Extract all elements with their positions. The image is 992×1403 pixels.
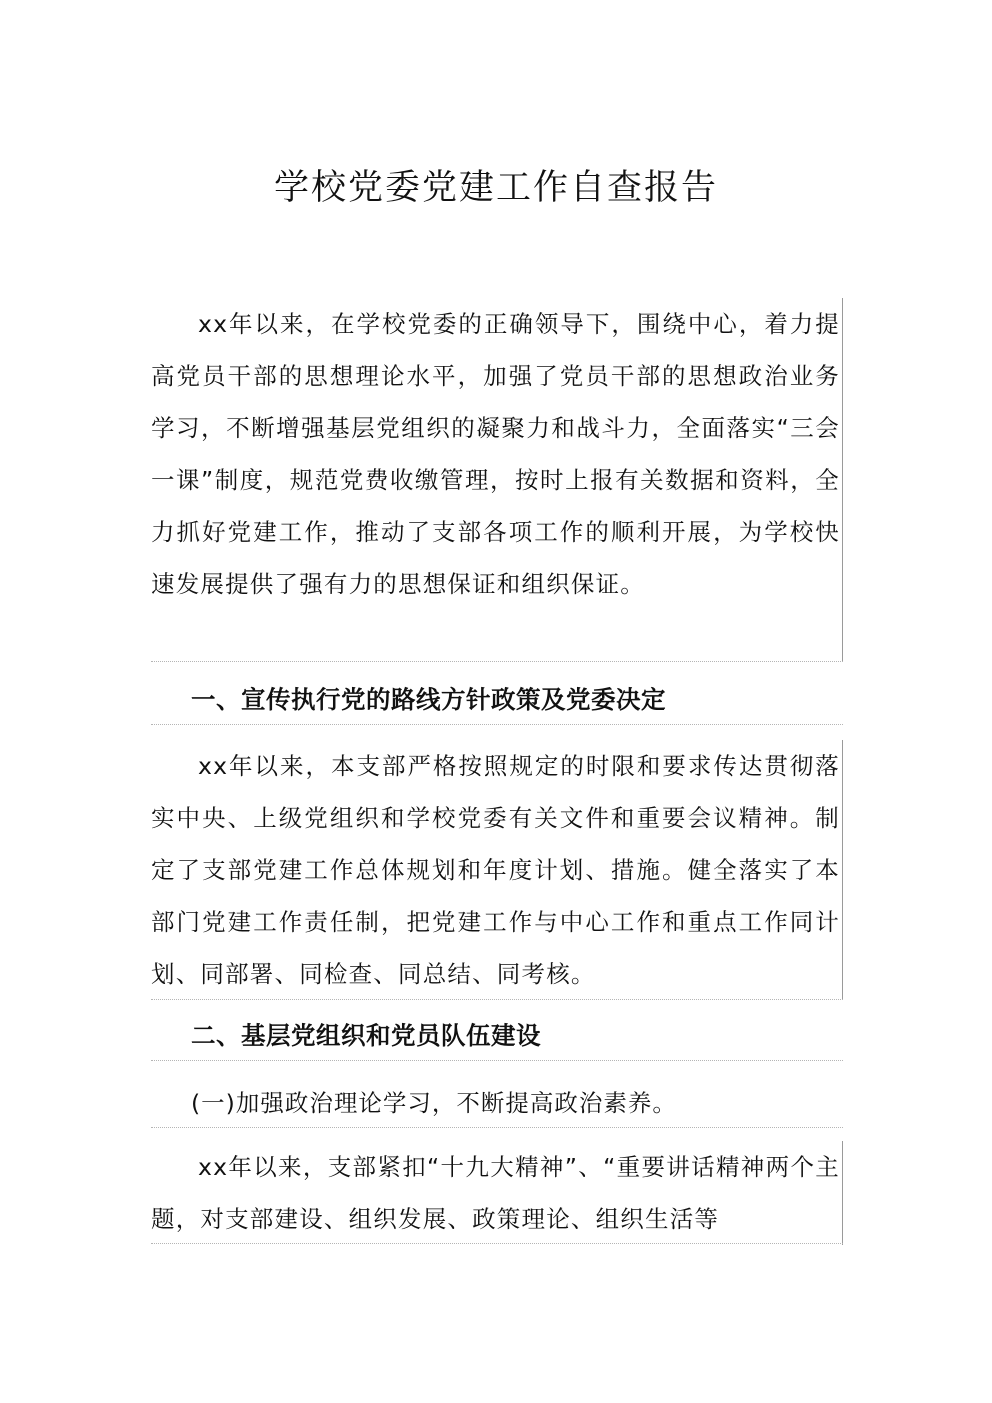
section-1-heading: 一、宣传执行党的路线方针政策及党委决定 [191,685,666,714]
divider [151,724,843,725]
intro-paragraph: xx年以来，在学校党委的正确领导下，围绕中心，着力提高党员干部的思想理论水平，加强了党员干部的思想政治业务学习，不断增强基层党组织的凝聚力和战斗力，全面落实“三会一课”制度，规范党费收缴管理，按时上报有关数据和资料，全力抓好党建工作，推动了支部各项工作的顺利开展，为学校快速发展提供了强有力的思想保证和组织保证。 [151,310,840,598]
divider [151,1127,843,1128]
section-2-subheading: (一)加强政治理论学习，不断提高政治素养。 [191,1089,677,1117]
section-1-paragraph: xx年以来，本支部严格按照规定的时限和要求传达贯彻落实中央、上级党组织和学校党委有关文件和重要会议精神。制定了支部党建工作总体规划和年度计划、措施。健全落实了本部门党建工作责任制，把党建工作与中心工作和重点工作同计划、同部署、同检查、同总结、同考核。 [151,752,840,988]
intro-block [151,298,843,662]
section-2-heading: 二、基层党组织和党员队伍建设 [191,1021,541,1050]
divider [151,999,843,1000]
section-2-paragraph: xx年以来，支部紧扣“十九大精神”、“重要讲话精神两个主题，对支部建设、组织发展、政策理论、组织生活等 [151,1153,840,1233]
divider [151,1060,843,1061]
divider [151,1243,843,1244]
divider [151,661,843,662]
section-1-block [151,740,843,1000]
section-2-block [151,1141,843,1245]
document-title: 学校党委党建工作自查报告 [273,168,718,208]
